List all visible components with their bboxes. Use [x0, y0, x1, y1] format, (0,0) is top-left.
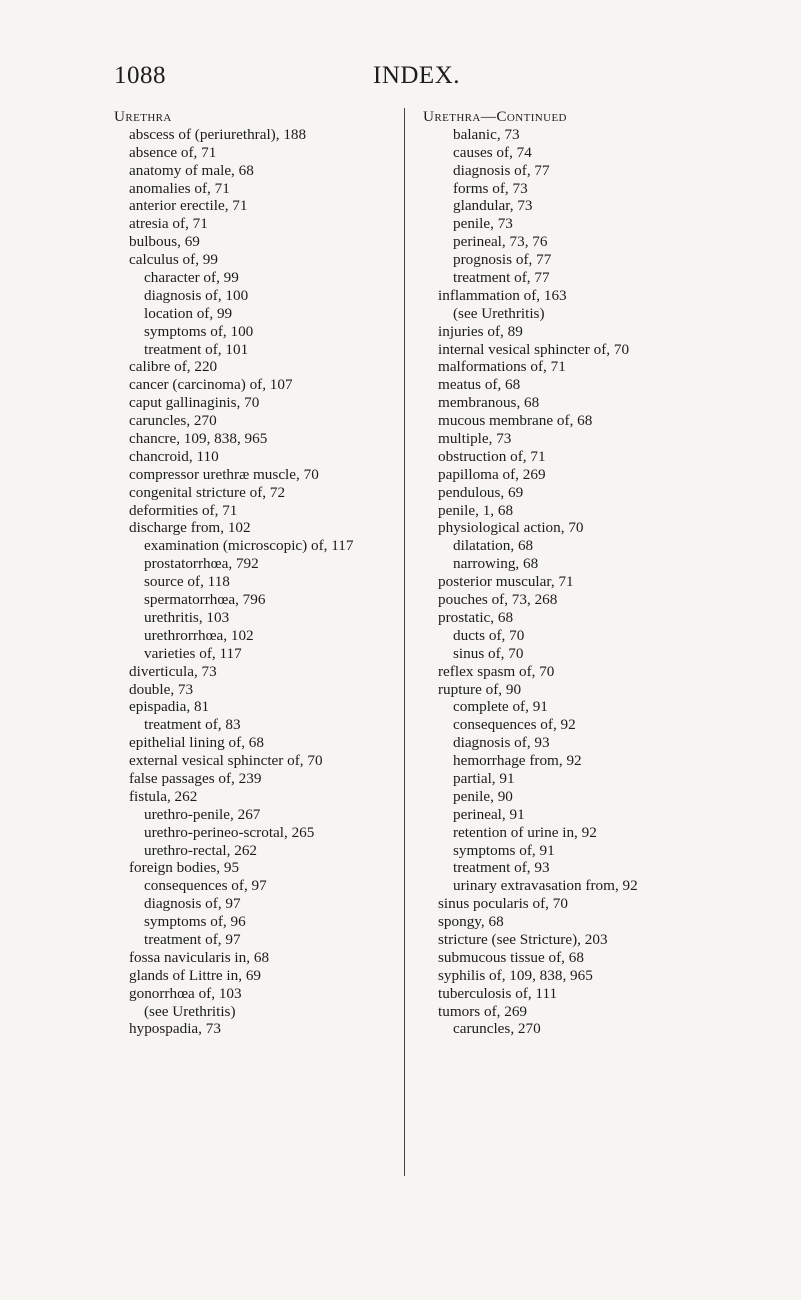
index-entry: submucous tissue of, 68	[438, 948, 584, 966]
index-entry: anomalies of, 71	[129, 179, 230, 197]
index-entry: retention of urine in, 92	[453, 823, 597, 841]
index-entry: inflammation of, 163	[438, 286, 567, 304]
index-entry: ducts of, 70	[453, 626, 525, 644]
index-entry: obstruction of, 71	[438, 447, 546, 465]
index-column-left	[114, 108, 399, 1038]
index-entry: mucous membrane of, 68	[438, 412, 593, 430]
index-entry: bulbous, 69	[129, 233, 200, 251]
index-entry: partial, 91	[453, 769, 515, 787]
index-entry: penile, 73	[453, 215, 513, 233]
page-header	[0, 62, 801, 92]
index-entry: sinus pocularis of, 70	[438, 895, 568, 913]
column-divider	[404, 108, 405, 1176]
index-entry: examination (microscopic) of, 117	[144, 537, 354, 555]
index-entry: location of, 99	[144, 304, 233, 322]
index-entry: caruncles, 270	[129, 412, 217, 430]
index-entry: perineal, 91	[453, 805, 525, 823]
index-entry: stricture (see Stricture), 203	[438, 930, 608, 948]
index-entry: forms of, 73	[453, 179, 528, 197]
index-entry: urethrorrhœa, 102	[144, 626, 254, 644]
index-entry: physiological action, 70	[438, 519, 584, 537]
index-entry: rupture of, 90	[438, 680, 522, 698]
index-entry: perineal, 73, 76	[453, 233, 548, 251]
index-entry: epithelial lining of, 68	[129, 734, 264, 752]
index-entry: absence of, 71	[129, 143, 217, 161]
index-entry: causes of, 74	[453, 143, 532, 161]
index-entry: malformations of, 71	[438, 358, 566, 376]
index-entry: varieties of, 117	[144, 644, 242, 662]
index-entry: diagnosis of, 93	[453, 734, 550, 752]
index-entry: dilatation, 68	[453, 537, 534, 555]
index-entry: treatment of, 93	[453, 859, 550, 877]
index-entry: tumors of, 269	[438, 1002, 528, 1020]
index-entry: calibre of, 220	[129, 358, 218, 376]
index-entry: diverticula, 73	[129, 662, 217, 680]
index-entry: epispadia, 81	[129, 698, 210, 716]
index-entry: deformities of, 71	[129, 501, 238, 519]
index-entry: meatus of, 68	[438, 376, 521, 394]
index-column-right	[423, 108, 715, 1038]
index-entry: internal vesical sphincter of, 70	[438, 340, 630, 358]
index-entry: consequences of, 92	[453, 716, 576, 734]
index-entry: reflex spasm of, 70	[438, 662, 555, 680]
page-number: 1088	[114, 62, 166, 89]
index-entry: anatomy of male, 68	[129, 161, 254, 179]
index-entry: symptoms of, 91	[453, 841, 555, 859]
index-entry: treatment of, 97	[144, 930, 241, 948]
index-entry: diagnosis of, 97	[144, 895, 241, 913]
index-entry: diagnosis of, 77	[453, 161, 550, 179]
index-entry: balanic, 73	[453, 125, 520, 143]
index-entry: (see Urethritis)	[453, 304, 545, 322]
index-entry: (see Urethritis)	[144, 1002, 236, 1020]
index-entry: calculus of, 99	[129, 251, 218, 269]
index-entry: cancer (carcinoma) of, 107	[129, 376, 293, 394]
index-entry: hemorrhage from, 92	[453, 752, 582, 770]
index-entry: treatment of, 101	[144, 340, 249, 358]
index-entry: complete of, 91	[453, 698, 548, 716]
index-entry: multiple, 73	[438, 430, 512, 448]
index-entry: tuberculosis of, 111	[438, 984, 558, 1002]
index-entry: urinary extravasation from, 92	[453, 877, 638, 895]
index-entry: pendulous, 69	[438, 483, 524, 501]
index-entry: glandular, 73	[453, 197, 533, 215]
index-entry: syphilis of, 109, 838, 965	[438, 966, 593, 984]
index-heading: Urethra	[114, 108, 172, 125]
index-entry: membranous, 68	[438, 394, 540, 412]
index-entry: posterior muscular, 71	[438, 573, 574, 591]
index-entry: diagnosis of, 100	[144, 286, 249, 304]
index-entry: treatment of, 83	[144, 716, 241, 734]
index-entry: prostatic, 68	[438, 608, 514, 626]
index-entry: discharge from, 102	[129, 519, 251, 537]
index-entry: consequences of, 97	[144, 877, 267, 895]
index-entry: gonorrhœa of, 103	[129, 984, 242, 1002]
index-entry: urethro-perineo-scrotal, 265	[144, 823, 315, 841]
index-entry: penile, 1, 68	[438, 501, 514, 519]
index-entry: atresia of, 71	[129, 215, 208, 233]
index-entry: treatment of, 77	[453, 269, 550, 287]
index-entry: caruncles, 270	[453, 1020, 541, 1038]
index-entry: symptoms of, 100	[144, 322, 254, 340]
index-entry: urethro-penile, 267	[144, 805, 261, 823]
index-entry: anterior erectile, 71	[129, 197, 248, 215]
index-entry: foreign bodies, 95	[129, 859, 240, 877]
index-entry: pouches of, 73, 268	[438, 591, 558, 609]
index-entry: chancroid, 110	[129, 447, 219, 465]
index-heading: Urethra—Continued	[423, 108, 567, 125]
index-entry: caput gallinaginis, 70	[129, 394, 260, 412]
index-entry: abscess of (periurethral), 188	[129, 125, 307, 143]
index-entry: spongy, 68	[438, 913, 504, 931]
index-entry: double, 73	[129, 680, 194, 698]
index-entry: penile, 90	[453, 787, 513, 805]
running-head: INDEX.	[373, 62, 461, 89]
index-entry: prostatorrhœa, 792	[144, 555, 259, 573]
index-entry: urethro-rectal, 262	[144, 841, 258, 859]
index-entry: compressor urethræ muscle, 70	[129, 465, 319, 483]
index-entry: source of, 118	[144, 573, 230, 591]
index-entry: spermatorrhœa, 796	[144, 591, 266, 609]
index-entry: hypospadia, 73	[129, 1020, 221, 1038]
index-entry: external vesical sphincter of, 70	[129, 752, 323, 770]
index-entry: papilloma of, 269	[438, 465, 546, 483]
index-entry: injuries of, 89	[438, 322, 523, 340]
index-entry: fistula, 262	[129, 787, 198, 805]
index-entry: fossa navicularis in, 68	[129, 948, 270, 966]
index-entry: false passages of, 239	[129, 769, 262, 787]
index-entry: glands of Littre in, 69	[129, 966, 262, 984]
index-entry: character of, 99	[144, 269, 239, 287]
index-entry: chancre, 109, 838, 965	[129, 430, 268, 448]
index-entry: narrowing, 68	[453, 555, 539, 573]
index-entry: congenital stricture of, 72	[129, 483, 286, 501]
index-entry: sinus of, 70	[453, 644, 524, 662]
index-entry: symptoms of, 96	[144, 913, 246, 931]
index-entry: prognosis of, 77	[453, 251, 552, 269]
index-entry: urethritis, 103	[144, 608, 230, 626]
